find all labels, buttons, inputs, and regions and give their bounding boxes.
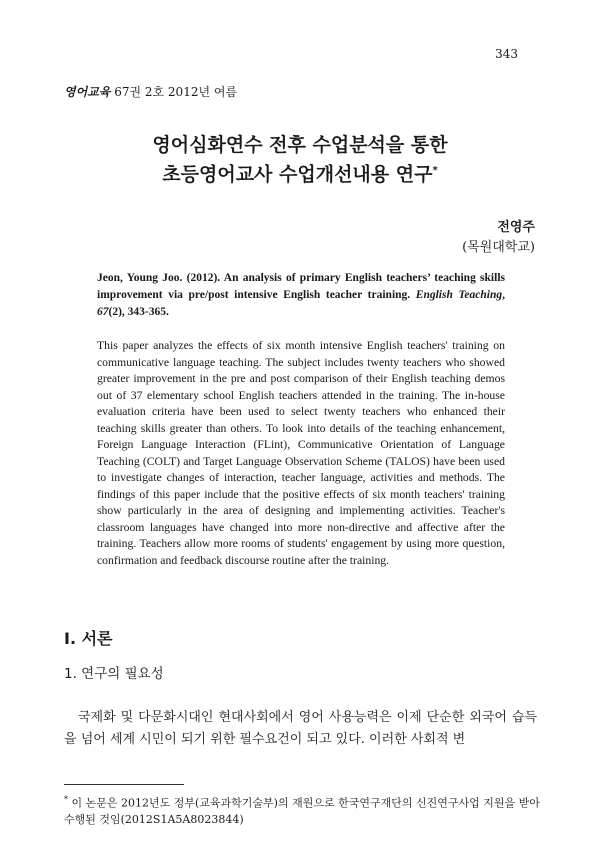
body-paragraph: 국제화 및 다문화시대인 현대사회에서 영어 사용능력은 이제 단순한 외국어 습득을 넘어 세계 시민이 되기 위한 필수요건이 되고 있다. 이러한 사회적 변 <box>64 710 537 747</box>
abstract: This paper analyzes the effects of six month intensive English teachers' training on communicative language teaching. The subject includes twenty teachers who showed greater improvement in the pre and post comparison of their English teaching demos out of 37 elementary school English teachers attended in the training. The in-house evaluation criteria have been used to select twenty teachers who enhanced their teaching skills greater than others. To look into details of the teaching enhancement, Foreign Language Interaction (FLint), Communicative Orientation of Language Teaching (COLT) and Target Language Observation Scheme (TALOS) have been used to investigate changes of interaction, teacher language, activities and methods. The findings of this paper include that the positive effects of six month teachers' training show particularly in the area of designing and implementing activities. Teacher's classroom languages have changed into more non-directive and affective after the training. Teachers allow more rooms of students' engagement by using more question, confirmation and feedback discourse routine after the training. <box>97 339 505 567</box>
footnote-marker: * <box>64 795 68 804</box>
title-footnote-marker: * <box>432 165 438 176</box>
subsection-heading: 1. 연구의 필요성 <box>64 666 164 682</box>
footnote-divider <box>64 784 184 785</box>
author-affiliation: (목원대학교) <box>462 240 535 255</box>
author-block <box>462 218 535 258</box>
issue-details: 67권 2호 2012년 여름 <box>114 85 238 99</box>
running-head <box>64 83 237 100</box>
citation-volume: 67 <box>97 306 109 318</box>
citation-journal: English Teaching <box>415 289 503 301</box>
author-name: 전영주 <box>497 220 535 235</box>
section-heading: I. 서론 <box>64 629 113 648</box>
footnote <box>64 792 542 828</box>
paper-title <box>0 133 600 187</box>
citation: Jeon, Young Joo. (2012). An analysis of primary English teachers’ teaching skills improvement via pre/post intensive English teacher training. English Teaching, 67(2), 343-365. <box>97 272 506 318</box>
footnote-text: 이 논문은 2012년도 정부(교육과학기술부)의 재원으로 한국연구재단의 신진연구사업 지원을 받아 수행된 것임(2012S1A5A8023844) <box>64 796 540 826</box>
title-line-2: 초등영어교사 수업개선내용 연구* <box>162 163 438 186</box>
page-number: 343 <box>495 47 518 61</box>
title-line-1: 영어심화연수 전후 수업분석을 통한 <box>152 134 448 156</box>
journal-name: 영어교육 <box>64 85 111 99</box>
